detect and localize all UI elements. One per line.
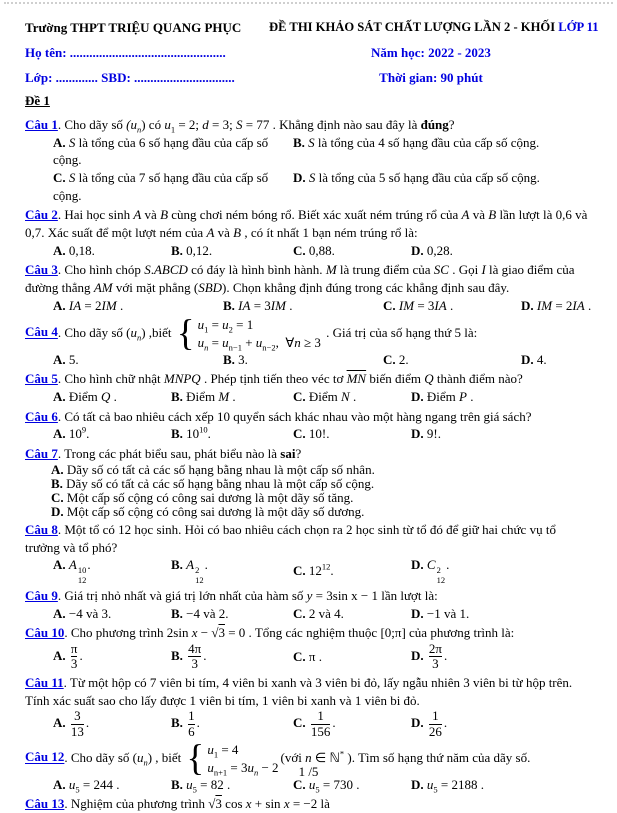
option-text: IA = 2IM .	[68, 297, 124, 313]
option-B	[223, 351, 383, 369]
option-key: B.	[171, 647, 183, 663]
question-text	[25, 587, 593, 605]
option-key: A.	[53, 134, 66, 150]
question-body: . Từ một hộp có 7 viên bi tím, 4 viên bi xanh và 3 viên bi đỏ, lấy ngẫu nhiên 3 viên bi từ hộp trên. Tính xác suất sao cho lấy được 1 viên bi tím, 1 viên bi xanh và 1 viên bi đỏ.	[25, 675, 573, 708]
option-key: C.	[293, 242, 306, 258]
question-10	[25, 624, 593, 672]
option-text: S là tổng của 6 số hạng đầu của cấp số cộng.	[53, 134, 269, 168]
option-key: B.	[171, 242, 183, 258]
option-text: S là tổng của 7 số hạng đầu của cấp số cộng.	[53, 170, 269, 203]
option-B	[223, 297, 383, 315]
option-text: $12^{12}$.	[308, 561, 334, 578]
option-D	[521, 351, 593, 369]
option-key: A.	[53, 389, 66, 405]
question-text	[25, 408, 593, 426]
option-key: B.	[171, 557, 183, 573]
option-text: $\frac{4\pi}{3}$ .	[188, 640, 207, 672]
option-D	[411, 709, 593, 739]
option-text: 9!.	[426, 426, 441, 442]
question-label: Câu 2	[25, 207, 58, 223]
question-label: Câu 12	[25, 749, 65, 765]
option-key: A.	[53, 557, 66, 573]
exam-header	[25, 15, 599, 109]
option-text: Dãy số có tất cả các số hạng bằng nhau là một cấp số nhân.	[66, 461, 375, 477]
option-key: C.	[293, 389, 306, 405]
options	[53, 388, 593, 406]
option-key: D.	[411, 605, 424, 621]
option-key: C.	[293, 605, 306, 621]
option-text: −4 và 3.	[68, 605, 112, 621]
options	[53, 642, 593, 672]
question-label: Câu 1	[25, 117, 58, 132]
option-text: IM = 2IA .	[536, 297, 592, 313]
option-C	[293, 242, 411, 260]
questions-list	[25, 116, 593, 813]
question-4	[25, 312, 593, 368]
option-C	[293, 425, 411, 443]
question-body: . Trong các phát biểu sau, phát biểu nào là sai?	[57, 446, 302, 462]
option-key: D.	[521, 297, 534, 313]
question-body: . Hai học sinh A và B cùng chơi ném bóng rổ. Biết xác xuất ném trúng rổ của A và B lần lượt là 0,6 và 0,7. Xác suất để một lượt ném của A và B , có ít nhất 1 bạn ném trúng rổ là:	[25, 207, 588, 241]
question-body: . Cho dãy số $(u_n)$ , biết { $u_1 = 4$ $u_{n+1} = 3u_n - 2$ (với n ∈ ℕ* ). Tìm số hạng thứ năm của dãy số.	[64, 737, 531, 779]
question-9	[25, 587, 593, 622]
options	[53, 242, 593, 260]
option-key: B.	[171, 605, 183, 621]
option-text: Điểm Q .	[68, 389, 117, 405]
option-key: A.	[53, 715, 66, 731]
option-D	[293, 169, 593, 204]
question-body: . Cho dãy số $(u_n)$ có $u_1 = 2$; d = 3; S = 77 . Khẳng định nào sau đây là đúng?	[57, 117, 455, 135]
option-text: $\frac{1}{26}$ .	[428, 708, 448, 739]
option-key: B.	[171, 426, 183, 442]
option-D	[411, 425, 593, 443]
option-text: 4.	[536, 351, 547, 367]
question-body: . Nghiệm của phương trình √3 cos x + sin x = −2 là	[64, 796, 330, 812]
option-key: A.	[53, 426, 66, 442]
question-body: . Cho phương trình 2sin x − √3 = 0 . Tổng các nghiệm thuộc [0;π] của phương trình là:	[64, 625, 515, 641]
option-key: D.	[51, 503, 64, 519]
scan-edge-line	[4, 2, 613, 4]
question-body: . Một tổ có 12 học sinh. Hỏi có bao nhiêu cách chọn ra 2 học sinh từ tổ đó để giữ hai chức vụ tổ trưởng và tổ phó?	[25, 521, 556, 555]
option-key: B.	[171, 389, 183, 405]
option-A	[53, 388, 171, 406]
school-year-line: Năm học: 2022 - 2023	[371, 45, 491, 60]
options	[53, 297, 593, 315]
option-B	[293, 134, 593, 169]
question-label: Câu 3	[25, 262, 58, 278]
exam-title	[269, 15, 599, 40]
option-text: A 10 12 .	[68, 557, 91, 585]
question-label: Câu 8	[25, 521, 58, 537]
option-key: B.	[223, 297, 235, 313]
option-key: D.	[293, 170, 306, 186]
option-D	[411, 605, 593, 623]
option-A	[51, 463, 593, 477]
option-B	[171, 605, 293, 623]
option-key: D.	[411, 389, 424, 405]
option-key: A.	[53, 351, 66, 367]
question-text	[25, 624, 593, 642]
question-label: Câu 6	[25, 408, 58, 424]
option-key: C.	[383, 297, 396, 313]
option-key: B.	[223, 351, 235, 367]
option-text: 10!.	[308, 426, 330, 442]
option-key: A.	[53, 297, 66, 313]
option-key: A.	[53, 647, 66, 663]
options	[53, 351, 593, 369]
question-body: . Cho dãy số $(u_n)$ ,biết { $u_1 = u_2 = 1$ $u_n = u_{n-1} + u_{n-2}$, ∀n ≥ 3 . Giá trị của số hạng thứ 5 là:	[57, 312, 478, 354]
option-key: B.	[51, 475, 63, 491]
question-text	[25, 521, 593, 556]
option-C	[53, 169, 293, 204]
option-key: B.	[171, 776, 183, 792]
option-key: A.	[51, 461, 64, 477]
question-label: Câu 13	[25, 796, 65, 812]
page-number: 1 /5	[298, 764, 319, 779]
question-2	[25, 206, 593, 259]
option-text: 2 và 4.	[308, 605, 344, 621]
option-text: IM = 3IA .	[398, 297, 454, 313]
option-C	[293, 709, 411, 739]
option-key: C.	[293, 649, 306, 665]
class-sbd-line: Lớp: ............. SBD: ...............................	[25, 70, 235, 85]
option-key: C.	[51, 489, 64, 505]
option-text: 0,18.	[68, 242, 95, 258]
school-name: Trường THPT TRIỆU QUANG PHỤC	[25, 20, 242, 35]
question-label: Câu 10	[25, 625, 65, 641]
option-key: D.	[411, 426, 424, 442]
option-text: Điểm M .	[186, 389, 236, 405]
option-D	[51, 505, 593, 519]
option-key: C.	[293, 562, 306, 578]
option-text: $u_5 = 730$ .	[308, 776, 360, 795]
option-C	[51, 491, 593, 505]
option-text: Điểm P .	[426, 389, 474, 405]
option-key: C.	[293, 776, 306, 792]
options	[53, 709, 593, 739]
question-text	[25, 312, 593, 354]
option-key: C.	[293, 426, 306, 442]
option-text: S là tổng của 5 số hạng đầu của cấp số cộng.	[308, 170, 540, 186]
question-label: Câu 9	[25, 587, 58, 603]
option-text: Điểm N .	[308, 389, 357, 405]
option-C	[293, 605, 411, 623]
question-body: . Có tất cả bao nhiêu cách xếp 10 quyển sách khác nhau vào một hàng ngang trên giá sách?	[57, 408, 532, 424]
option-key: D.	[521, 351, 534, 367]
option-B	[171, 242, 293, 260]
option-C	[383, 351, 521, 369]
option-text: −1 và 1.	[426, 605, 470, 621]
option-text: 3.	[238, 351, 248, 367]
option-text: $u_5 = 244$ .	[68, 776, 120, 795]
option-key: A.	[53, 605, 66, 621]
exam-title-main: ĐỀ THI KHẢO SÁT CHẤT LƯỢNG LẦN 2 - KHỐI	[269, 20, 559, 34]
question-text	[25, 674, 593, 709]
option-A	[53, 297, 223, 315]
option-text: 0,12.	[186, 242, 213, 258]
option-C	[383, 297, 521, 315]
option-text: S là tổng của 4 số hạng đầu của cấp số cộng.	[308, 134, 540, 150]
option-A	[53, 425, 171, 443]
question-body: . Cho hình chữ nhật MNPQ . Phép tịnh tiến theo véc tơ $\overline{MN}$ biến điểm Q thành điểm nào?	[57, 371, 523, 387]
option-text: $\frac{\pi}{3}$ .	[70, 640, 83, 672]
option-B	[171, 709, 293, 739]
option-text: C 2 12 .	[426, 557, 450, 585]
option-C	[293, 388, 411, 406]
question-text	[25, 445, 593, 463]
option-D	[411, 242, 593, 260]
option-text: −4 và 2.	[186, 605, 229, 621]
option-text: A 2 12 .	[186, 557, 208, 585]
question-text	[25, 261, 593, 296]
option-C	[293, 648, 411, 666]
option-A	[53, 709, 171, 739]
options	[53, 605, 593, 623]
option-text: IA = 3IM .	[238, 297, 293, 313]
question-text	[25, 116, 593, 134]
option-D	[411, 388, 593, 406]
option-C	[293, 562, 411, 580]
option-text: Một cấp số cộng có công sai dương là một dãy số dương.	[66, 503, 365, 519]
student-name-line: Họ tên: ................................................	[25, 45, 226, 60]
variant-label: Đề 1	[25, 93, 50, 108]
option-A	[53, 556, 171, 585]
page-footer	[0, 764, 617, 780]
question-label: Câu 7	[25, 446, 58, 462]
option-key: D.	[411, 242, 424, 258]
option-A	[53, 605, 171, 623]
option-text: Dãy số có tất cả các số hạng bằng nhau là một cấp số cộng.	[66, 475, 375, 491]
option-text: 2.	[398, 351, 409, 367]
option-text: $\frac{2\pi}{3}$ .	[428, 640, 448, 672]
question-label: Câu 5	[25, 371, 58, 387]
option-B	[171, 388, 293, 406]
question-text	[25, 795, 593, 813]
question-8	[25, 521, 593, 585]
duration-line: Thời gian: 90 phút	[379, 70, 483, 85]
option-D	[521, 297, 593, 315]
option-text: $\frac{1}{6}$ .	[188, 708, 200, 739]
exam-title-grade: LỚP 11	[558, 20, 599, 34]
question-text	[25, 370, 593, 388]
option-text: π .	[308, 649, 322, 665]
option-A	[53, 642, 171, 672]
option-key: D.	[411, 647, 424, 663]
question-7	[25, 445, 593, 519]
option-A	[53, 242, 171, 260]
options	[53, 134, 593, 205]
question-text	[25, 206, 593, 241]
option-text: $10^{10}$.	[186, 425, 211, 442]
option-key: D.	[411, 557, 424, 573]
option-text: Một cấp số cộng có công sai dương là một dãy số tăng.	[66, 489, 354, 505]
option-B	[171, 556, 293, 585]
option-B	[51, 477, 593, 491]
option-key: D.	[411, 776, 424, 792]
option-text: $10^9$.	[68, 425, 90, 442]
question-body: . Giá trị nhỏ nhất và giá trị lớn nhất của hàm số y = 3sin x − 1 lần lượt là:	[57, 587, 438, 603]
option-text: $u_5 = 82$ .	[186, 776, 231, 795]
option-text: $\frac{3}{13}$ .	[70, 708, 90, 739]
options	[51, 463, 593, 519]
question-3	[25, 261, 593, 314]
option-key: D.	[411, 715, 424, 731]
option-text: 0,28.	[426, 242, 453, 258]
option-B	[171, 642, 293, 672]
option-key: B.	[293, 134, 305, 150]
option-key: C.	[383, 351, 396, 367]
question-6	[25, 408, 593, 443]
option-key: B.	[171, 715, 183, 731]
question-label: Câu 4	[25, 324, 58, 340]
option-D	[411, 642, 593, 672]
option-D	[411, 556, 593, 585]
option-text: 0,88.	[308, 242, 335, 258]
option-text: 5.	[68, 351, 79, 367]
question-5	[25, 370, 593, 405]
question-11	[25, 674, 593, 739]
option-key: C.	[293, 715, 306, 731]
option-key: A.	[53, 776, 66, 792]
option-A	[53, 351, 223, 369]
options	[53, 425, 593, 443]
question-13	[25, 795, 593, 813]
question-1	[25, 116, 593, 204]
option-B	[171, 425, 293, 443]
option-text: $\frac{1}{156}$ .	[310, 708, 336, 739]
option-text: $u_5 = 2188$ .	[426, 776, 484, 795]
question-label: Câu 11	[25, 675, 64, 690]
option-key: C.	[53, 170, 66, 186]
question-body: . Cho hình chóp S.ABCD có đáy là hình bình hành. M là trung điểm của SC . Gọi I là giao điểm của đường thẳng AM với mặt phẳng (SBD). Chọn khẳng định đúng trong các khẳng định sau đây.	[25, 262, 575, 296]
option-key: A.	[53, 242, 66, 258]
options	[53, 556, 593, 585]
option-A	[53, 134, 293, 169]
